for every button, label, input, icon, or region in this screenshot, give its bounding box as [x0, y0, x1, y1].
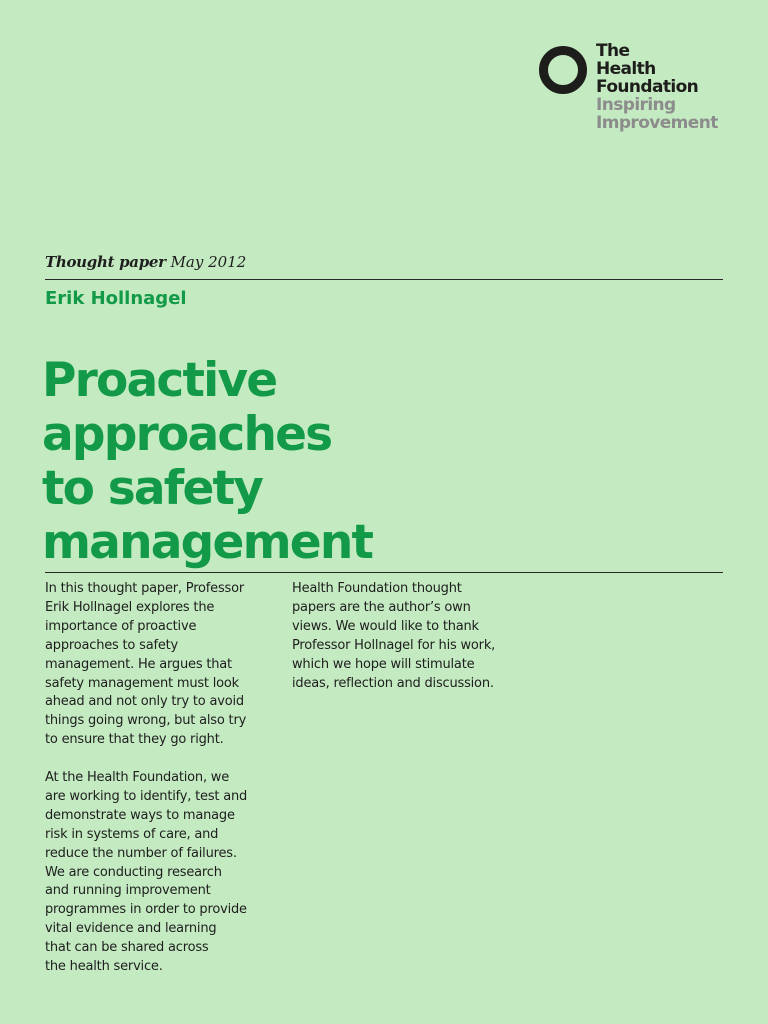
text-line: approaches to safety: [45, 637, 179, 653]
text-line: ahead and not only try to avoid: [45, 694, 244, 710]
text-line: safety management must look: [45, 675, 240, 691]
title-line: Proactive: [42, 353, 277, 408]
divider-top: [45, 279, 723, 280]
divider-bottom: [45, 572, 723, 573]
title-line: approaches: [42, 407, 332, 462]
logo-name-line: Health: [596, 59, 656, 79]
text-line: management. He argues that: [45, 656, 232, 672]
text-line: At the Health Foundation, we: [45, 770, 230, 786]
page-title: [42, 354, 372, 570]
text-line: programmes in order to provide: [45, 902, 247, 918]
logo-name-line: The: [596, 41, 630, 61]
text-line: which we hope will stimulate: [292, 656, 475, 672]
foundation-paragraph: [45, 769, 277, 977]
text-line: We are conducting research: [45, 864, 222, 880]
body-column-left: [45, 580, 277, 977]
text-line: and running improvement: [45, 883, 211, 899]
disclaimer-paragraph: [292, 580, 532, 693]
text-line: views. We would like to thank: [292, 618, 479, 634]
text-line: Erik Hollnagel explores the: [45, 599, 215, 615]
text-line: are working to identify, test and: [45, 788, 248, 804]
title-line: management: [42, 515, 373, 570]
text-line: ideas, reflection and discussion.: [292, 675, 494, 691]
text-line: demonstrate ways to manage: [45, 807, 235, 823]
text-line: Professor Hollnagel for his work,: [292, 637, 496, 653]
text-line: that can be shared across: [45, 940, 209, 956]
text-line: reduce the number of failures.: [45, 845, 237, 861]
ring-logo-icon: [539, 46, 587, 94]
logo-wordmark: [596, 42, 718, 132]
text-line: risk in systems of care, and: [45, 826, 219, 842]
text-line: vital evidence and learning: [45, 921, 217, 937]
text-line: things going wrong, but also try: [45, 713, 247, 729]
text-line: importance of proactive: [45, 618, 197, 634]
logo-tagline-line: Inspiring: [596, 95, 676, 115]
title-line: to safety: [42, 461, 263, 516]
publication-meta: [45, 253, 246, 271]
text-line: to ensure that they go right.: [45, 732, 224, 748]
logo-name-line: Foundation: [596, 77, 699, 97]
text-line: the health service.: [45, 959, 163, 975]
logo-tagline-line: Improvement: [596, 113, 718, 133]
publication-type: Thought paper: [45, 253, 166, 271]
intro-paragraph: [45, 580, 277, 750]
health-foundation-logo: [537, 42, 737, 137]
text-line: Health Foundation thought: [292, 581, 462, 596]
text-line: In this thought paper, Professor: [45, 581, 245, 596]
author-name: Erik Hollnagel: [45, 288, 187, 309]
publication-date: May 2012: [170, 253, 247, 271]
body-column-right: [292, 580, 532, 693]
text-line: papers are the author’s own: [292, 599, 471, 615]
